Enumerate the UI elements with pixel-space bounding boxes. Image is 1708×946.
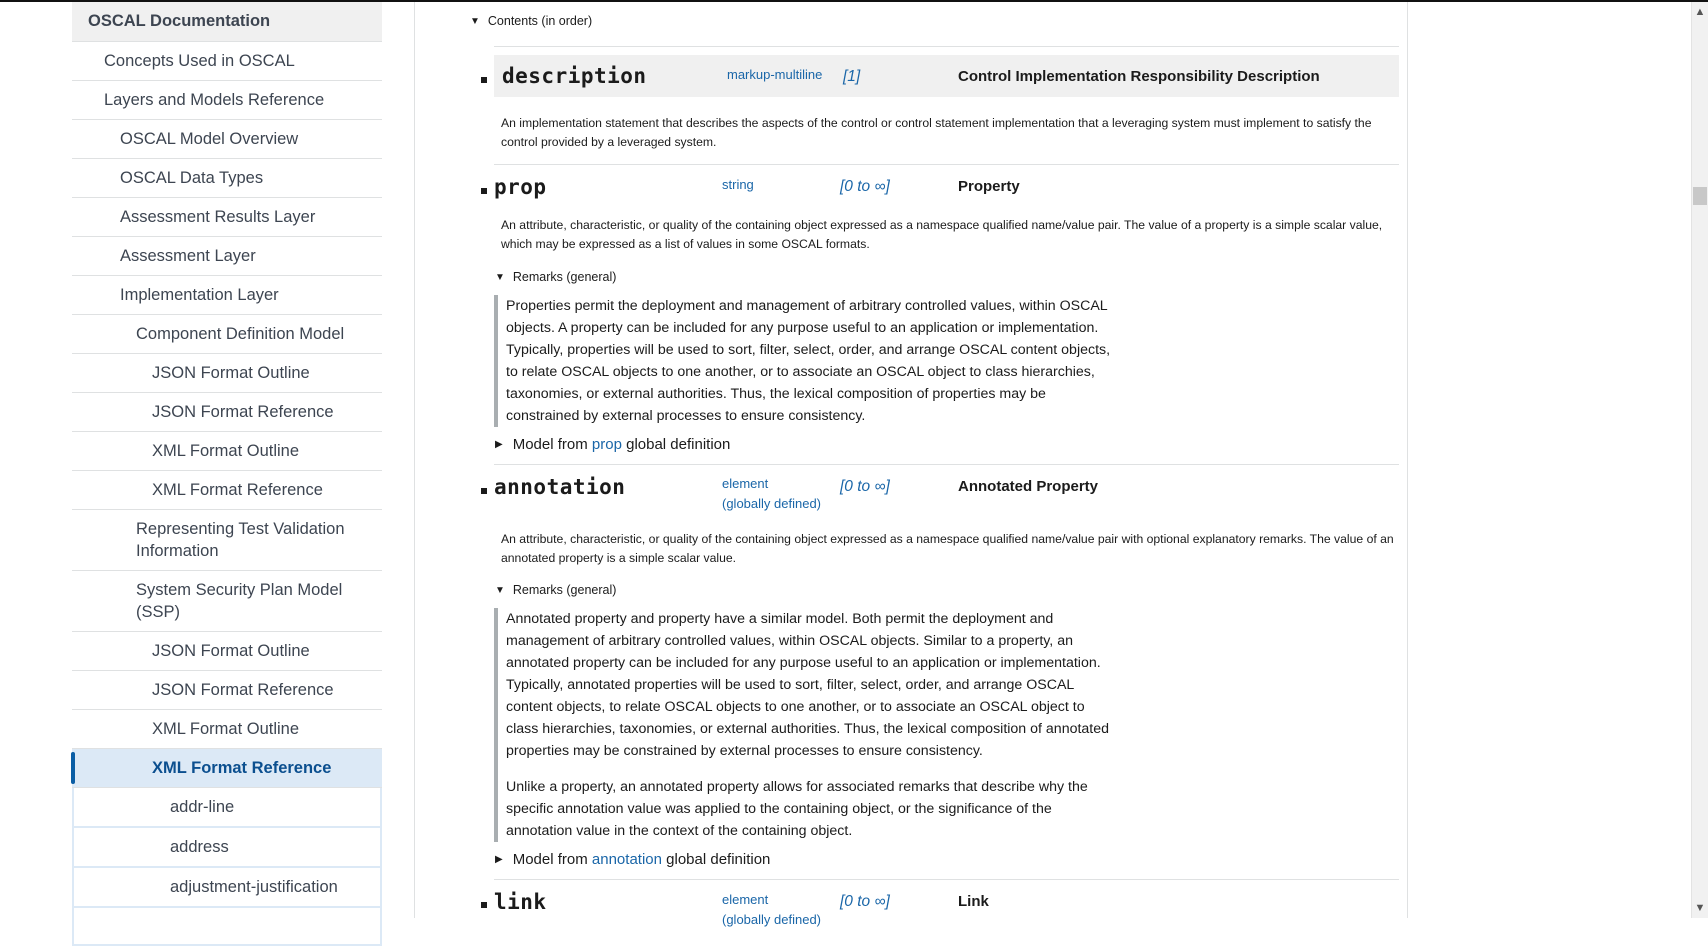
- scroll-up-arrow-icon[interactable]: ▲: [1694, 6, 1706, 18]
- element-type-link[interactable]: [722, 890, 821, 930]
- sidebar-nav: [72, 2, 382, 946]
- sidebar-item-label: Component Definition Model: [136, 325, 345, 343]
- element-type-note: (globally defined): [722, 496, 822, 511]
- sidebar-item-next[interactable]: [74, 908, 380, 946]
- sidebar-item-label: Assessment Results Layer: [120, 208, 316, 226]
- sidebar-item-label: Representing Test Validation Information: [136, 520, 345, 560]
- model-from-toggle[interactable]: [495, 851, 770, 868]
- remarks-paragraph: Unlike a property, an annotated property allows for associated remarks that describe why the specific annotation value was applied to the containing object, or the significance of the annotation value in the context of the containing object.: [506, 779, 1088, 839]
- caret-down-icon: ▼: [470, 15, 480, 27]
- sidebar-item-label: OSCAL Data Types: [120, 169, 264, 187]
- sidebar-item-implementation-layer[interactable]: [72, 276, 382, 315]
- contents-toggle-label: Contents (in order): [487, 14, 593, 28]
- remarks-toggle[interactable]: [495, 270, 616, 284]
- bullet-icon: [481, 188, 487, 194]
- sidebar-item-label: Implementation Layer: [120, 286, 279, 304]
- element-name: link: [494, 890, 547, 914]
- sidebar-item-label: XML Format Reference: [152, 759, 332, 777]
- element-name: annotation: [494, 475, 626, 499]
- sidebar-item-ssp-xml-outline[interactable]: [72, 710, 382, 749]
- sidebar-item-component-definition[interactable]: [72, 315, 382, 354]
- sidebar-item-label: XML Format Outline: [152, 720, 300, 738]
- sidebar-item-concepts[interactable]: [72, 42, 382, 81]
- sidebar-item-label: JSON Format Reference: [152, 403, 334, 421]
- sidebar-item-ssp-json-outline[interactable]: [72, 632, 382, 671]
- bullet-icon: [481, 488, 487, 494]
- sidebar-item-label: address: [170, 838, 229, 856]
- element-cardinality: [0 to ∞]: [840, 178, 890, 195]
- element-title: Control Implementation Responsibility Description: [958, 68, 1320, 85]
- sidebar-item-adjustment-justification[interactable]: [74, 868, 380, 908]
- sidebar-item-cd-json-outline[interactable]: [72, 354, 382, 393]
- element-type-note: (globally defined): [722, 912, 822, 927]
- sidebar-item-label: addr-line: [170, 798, 235, 816]
- remarks-blockquote: [494, 608, 1118, 842]
- model-from-toggle[interactable]: [495, 436, 730, 453]
- main-content: [415, 2, 1407, 927]
- element-type-link[interactable]: markup-multiline: [727, 67, 823, 82]
- model-from-suffix: global definition: [666, 851, 771, 868]
- sidebar-item-addr-line[interactable]: [74, 788, 380, 828]
- scrollbar-thumb[interactable]: [1693, 187, 1707, 205]
- sidebar-item-cd-json-reference[interactable]: [72, 393, 382, 432]
- sidebar-item-label: JSON Format Outline: [152, 642, 310, 660]
- element-type-label: element: [722, 892, 769, 907]
- divider: [494, 46, 1399, 47]
- element-description: An attribute, characteristic, or quality of the containing object expressed as a namespace qualified name/value pair with optional explanatory remarks. The value of an annotated property is a simple scalar value.: [501, 532, 1394, 565]
- sidebar-item-label: Layers and Models Reference: [104, 91, 325, 109]
- sidebar-item-assessment-layer[interactable]: [72, 237, 382, 276]
- active-indicator-bar: [71, 752, 75, 784]
- element-cardinality: [0 to ∞]: [840, 478, 890, 495]
- sidebar-item-label: XML Format Outline: [152, 442, 300, 460]
- remarks-paragraph: Annotated property and property have a similar model. Both permit the deployment and management of arbitrary controlled values, within OSCAL objects. Similar to a property, an annotated property can be included for any purpose useful to an application or implementation. Typically, annotated properties will be used to sort, filter, select, order, and arrange OSCAL content objects, to relate OSCAL objects to one another, or to associate an OSCAL object to class hierarchies, taxonomies, or external authorities. Thus, the lexical composition of annotated properties may be constrained by external processes to ensure consistency.: [506, 611, 1110, 759]
- sidebar-item-layers-models[interactable]: [72, 81, 382, 120]
- caret-down-icon: ▼: [495, 271, 505, 283]
- sidebar-item-label: adjustment-justification: [170, 878, 338, 896]
- element-cardinality: [1]: [843, 68, 861, 85]
- main-right-border: [1407, 2, 1408, 918]
- divider: [494, 464, 1399, 465]
- element-type-link[interactable]: string: [722, 177, 754, 192]
- sidebar-item-label: System Security Plan Model (SSP): [136, 581, 343, 621]
- element-type-label: element: [722, 476, 769, 491]
- remarks-toggle-label: Remarks (general): [512, 583, 617, 597]
- element-title: Annotated Property: [958, 478, 1099, 495]
- sidebar-item-label: XML Format Reference: [152, 481, 323, 499]
- caret-right-icon: ▶: [495, 439, 503, 450]
- sidebar-item-address[interactable]: [74, 828, 380, 868]
- model-global-link[interactable]: annotation: [591, 851, 662, 868]
- caret-down-icon: ▼: [495, 584, 505, 596]
- caret-right-icon: ▶: [495, 854, 503, 865]
- bullet-icon: [481, 902, 487, 908]
- vertical-scrollbar[interactable]: [1691, 2, 1708, 918]
- remarks-blockquote: [494, 295, 1118, 427]
- sidebar-item-label: Concepts Used in OSCAL: [104, 52, 295, 70]
- sidebar-item-data-types[interactable]: [72, 159, 382, 198]
- sidebar-header[interactable]: OSCAL Documentation: [72, 2, 382, 42]
- sidebar-item-label: OSCAL Model Overview: [120, 130, 299, 148]
- element-type-link[interactable]: [722, 474, 821, 514]
- remarks-toggle-label: Remarks (general): [512, 270, 617, 284]
- element-name: prop: [494, 175, 547, 199]
- model-from-prefix: Model from: [512, 436, 588, 453]
- sidebar-item-ssp-xml-reference-active[interactable]: [72, 749, 382, 788]
- sidebar-item-label: Assessment Layer: [120, 247, 256, 265]
- sidebar-item-assessment-results-layer[interactable]: [72, 198, 382, 237]
- contents-toggle[interactable]: [470, 14, 592, 28]
- remarks-paragraph: Properties permit the deployment and management of arbitrary controlled values, within OSCAL objects. A property can be included for any purpose useful to an application or implementation. Typically, properties will be used to sort, filter, select, order, and arrange OSCAL content objects, to relate OSCAL objects to one another, or to associate an OSCAL object to class hierarchies, taxonomies, or external authorities. Thus, the lexical composition of properties may be constrained by external processes to ensure consistency.: [506, 298, 1111, 424]
- remarks-toggle[interactable]: [495, 583, 616, 597]
- model-from-prefix: Model from: [512, 851, 588, 868]
- bullet-icon: [481, 77, 487, 83]
- model-from-suffix: global definition: [626, 436, 731, 453]
- sidebar-item-label: JSON Format Reference: [152, 681, 334, 699]
- element-name: description: [502, 64, 647, 88]
- sidebar-subitems: [72, 788, 382, 946]
- divider: [494, 164, 1399, 165]
- sidebar-item-test-validation[interactable]: [72, 510, 382, 571]
- sidebar-item-label: JSON Format Outline: [152, 364, 310, 382]
- sidebar-item-model-overview[interactable]: [72, 120, 382, 159]
- model-global-link[interactable]: prop: [591, 436, 622, 453]
- sidebar-item-ssp-model[interactable]: [72, 571, 382, 632]
- element-description: An implementation statement that describes the aspects of the control or control statement implementation that a leveraging system must implement to satisfy the control provided by a leveraged system.: [501, 116, 1372, 149]
- divider: [494, 879, 1399, 880]
- element-title: Link: [958, 893, 989, 910]
- sidebar-item-cd-xml-outline[interactable]: [72, 432, 382, 471]
- element-title: Property: [958, 178, 1020, 195]
- sidebar-item-ssp-json-reference[interactable]: [72, 671, 382, 710]
- scroll-down-arrow-icon[interactable]: ▼: [1694, 902, 1706, 914]
- element-description: An attribute, characteristic, or quality of the containing object expressed as a namespace qualified name/value pair. The value of a property is a simple scalar value, which may be expressed as a list of values in some OSCAL formats.: [501, 218, 1383, 251]
- element-cardinality: [0 to ∞]: [840, 893, 890, 910]
- sidebar-item-cd-xml-reference[interactable]: [72, 471, 382, 510]
